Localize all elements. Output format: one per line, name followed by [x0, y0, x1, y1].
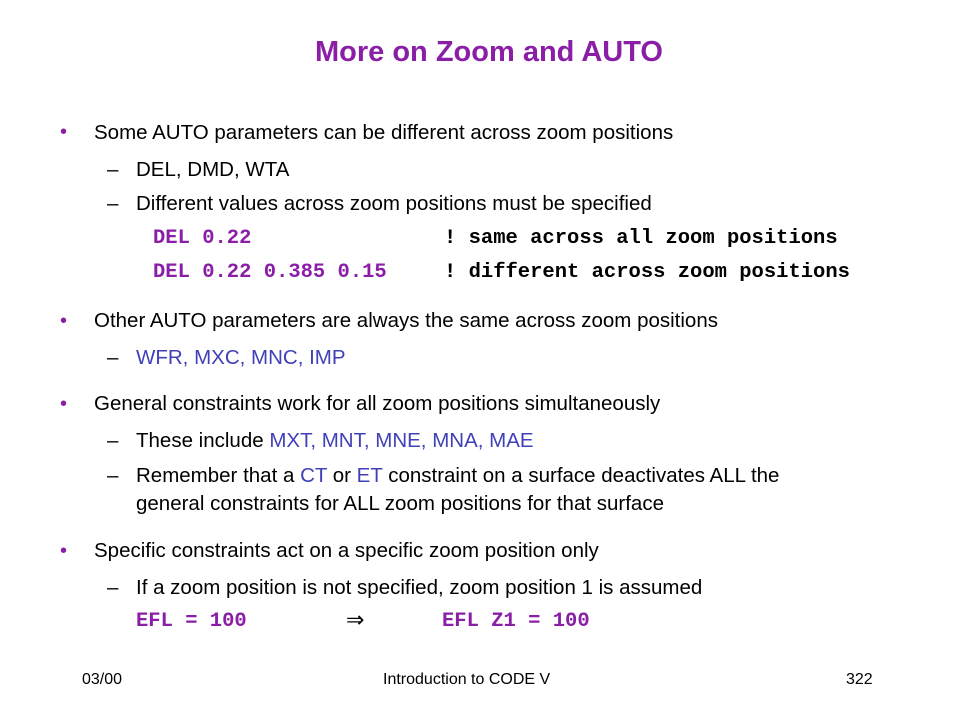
- footer-date: 03/00: [82, 671, 123, 688]
- bullet-general-constraints: General constraints work for all zoom positions simultaneously: [94, 392, 661, 415]
- or-text: or: [327, 464, 357, 487]
- code-efl-right: EFL Z1 = 100: [442, 610, 590, 633]
- sub-bullet-zoom-position-assumed: If a zoom position is not specified, zoom position 1 is assumed: [136, 576, 703, 599]
- slide-title: More on Zoom and AUTO: [315, 36, 663, 68]
- bullet-marker: •: [60, 310, 68, 332]
- bullet-specific-constraints: Specific constraints act on a specific zoom position only: [94, 539, 599, 562]
- remember-text-part1: Remember that a: [136, 464, 301, 487]
- constraint-list: MXT, MNT, MNE, MNA, MAE: [269, 429, 534, 452]
- code-del-same-comment: ! same across all zoom positions: [444, 227, 838, 250]
- sub-bullet-wfr-mxc: WFR, MXC, MNC, IMP: [136, 346, 346, 369]
- footer-title: Introduction to CODE V: [383, 671, 551, 688]
- remember-text-part2: constraint on a surface deactivates ALL the: [382, 464, 780, 487]
- bullet-auto-params-zoom: Some AUTO parameters can be different across zoom positions: [94, 121, 674, 144]
- dash-marker: –: [107, 192, 119, 215]
- dash-marker: –: [107, 158, 119, 181]
- bullet-marker: •: [60, 121, 68, 143]
- bullet-marker: •: [60, 540, 68, 562]
- ct-keyword: CT: [300, 464, 328, 487]
- code-efl-left: EFL = 100: [136, 610, 247, 633]
- dash-marker: –: [107, 576, 119, 599]
- sub-bullet-remember-line2: general constraints for ALL zoom positions for that surface: [136, 492, 664, 515]
- code-del-same-cmd: DEL 0.22: [153, 227, 252, 250]
- bullet-marker: •: [60, 393, 68, 415]
- sub-bullet-different-values: Different values across zoom positions must be specified: [136, 192, 652, 215]
- footer-page-number: 322: [846, 671, 873, 688]
- code-del-different-cmd: DEL 0.22 0.385 0.15: [153, 261, 387, 284]
- code-del-different-comment: ! different across zoom positions: [444, 261, 850, 284]
- dash-marker: –: [107, 429, 119, 452]
- sub-bullet-del-dmd-wta: DEL, DMD, WTA: [136, 158, 290, 181]
- these-include-prefix: These include: [136, 429, 270, 452]
- dash-marker: –: [107, 346, 119, 369]
- sub-bullet-these-include: [136, 427, 534, 455]
- sub-bullet-remember-ct-et: [136, 462, 779, 490]
- bullet-other-auto-params: Other AUTO parameters are always the same across zoom positions: [94, 309, 718, 332]
- et-keyword: ET: [356, 464, 383, 487]
- dash-marker: –: [107, 464, 119, 487]
- implies-arrow-icon: ⇒: [346, 608, 365, 633]
